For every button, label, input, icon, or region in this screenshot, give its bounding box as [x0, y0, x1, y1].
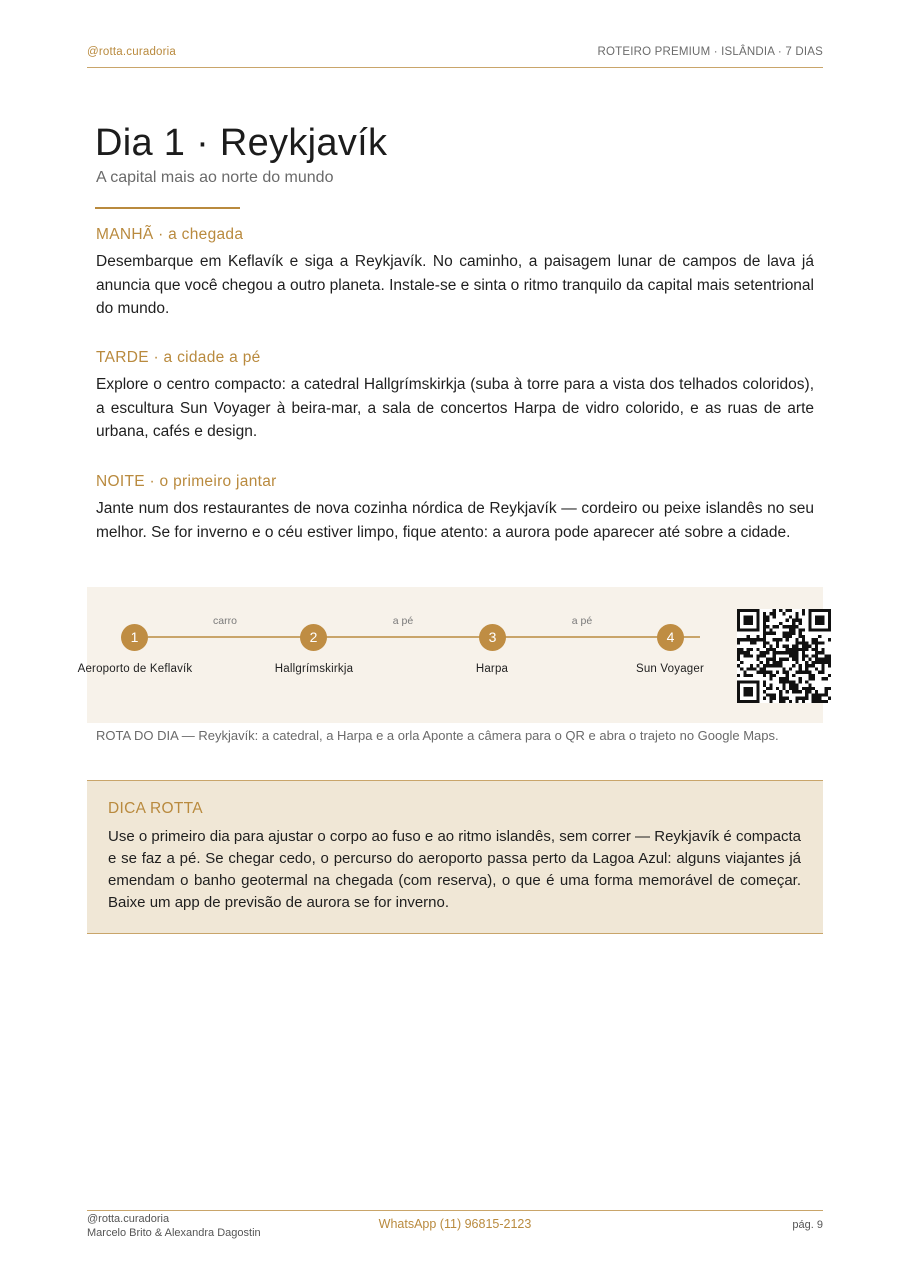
- route-stop-label-4: Sun Voyager: [635, 663, 705, 675]
- route-segment-label-1: carro: [213, 615, 237, 627]
- section-text-night: Jante num dos restaurantes de nova cozinha nórdica de Reykjavík — cordeiro ou peixe islandês no seu melhor. Se for inverno e o céu estiver limpo, fique atento: a aurora pode aparecer até sobre a cidade.: [96, 500, 814, 541]
- section-heading-night: NOITE · o primeiro jantar: [96, 473, 277, 490]
- page-title: Dia 1 · Reykjavík: [95, 122, 388, 164]
- qr-code-icon[interactable]: [737, 609, 831, 703]
- section-heading-afternoon: TARDE · a cidade a pé: [96, 349, 261, 366]
- footer-whatsapp-link[interactable]: WhatsApp (11) 96815-2123: [378, 1217, 532, 1231]
- route-segment-label-3: a pé: [571, 615, 593, 627]
- section-heading-morning: MANHÃ · a chegada: [96, 226, 244, 243]
- section-text-morning: Desembarque em Keflavík e siga a Reykjavík. No caminho, a paisagem lunar de campos de lava já anuncia que você chegou a outro planeta. Instale-se e sinta o ritmo tranquilo da capital mais setentrional do mundo.: [96, 253, 814, 317]
- footer-page-number: pág. 9: [792, 1219, 823, 1231]
- route-stop-label-3: Harpa: [475, 663, 509, 675]
- header-handle: @rotta.curadoria: [87, 46, 177, 58]
- route-panel: [87, 587, 823, 723]
- page-header: [87, 46, 823, 68]
- route-connector-line: [148, 636, 700, 638]
- title-divider: [95, 207, 240, 209]
- tip-title: DICA ROTTA: [108, 800, 203, 817]
- footer-authors: Marcelo Brito & Alexandra Dagostin: [87, 1227, 261, 1239]
- route-stop-marker-2: 2: [300, 624, 327, 651]
- route-stop-label-2: Hallgrímskirkja: [274, 663, 354, 675]
- footer-divider: [87, 1210, 823, 1211]
- route-segment-label-2: a pé: [392, 615, 414, 627]
- tip-text: Use o primeiro dia para ajustar o corpo ao fuso e ao ritmo islandês, sem correr — Reykjavík é compacta e se faz a pé. Se chegar cedo, o percurso do aeroporto passa perto da Lagoa Azul: alguns viajantes já emendam o banho geotermal na chegada (com reserva), o que é uma forma memorável de começar. Baixe um app de previsão de aurora se for inverno.: [108, 828, 801, 911]
- footer-handle: @rotta.curadoria: [87, 1213, 170, 1225]
- section-text-afternoon: Explore o centro compacto: a catedral Hallgrímskirkja (suba à torre para a vista dos telhados coloridos), a escultura Sun Voyager à beira-mar, a sala de concertos Harpa de vidro colorido, e as ruas de arte urbana, cafés e design.: [96, 376, 814, 440]
- route-stop-marker-3: 3: [479, 624, 506, 651]
- route-stop-marker-1: 1: [121, 624, 148, 651]
- header-doc-label: ROTEIRO PREMIUM · ISLÂNDIA · 7 DIAS: [597, 46, 823, 58]
- page-subtitle: A capital mais ao norte do mundo: [96, 169, 334, 186]
- route-caption: ROTA DO DIA — Reykjavík: a catedral, a Harpa e a orla Aponte a câmera para o QR e abra o trajeto no Google Maps.: [96, 728, 779, 743]
- route-stop-label-1: Aeroporto de Keflavík: [77, 663, 193, 675]
- route-stop-marker-4: 4: [657, 624, 684, 651]
